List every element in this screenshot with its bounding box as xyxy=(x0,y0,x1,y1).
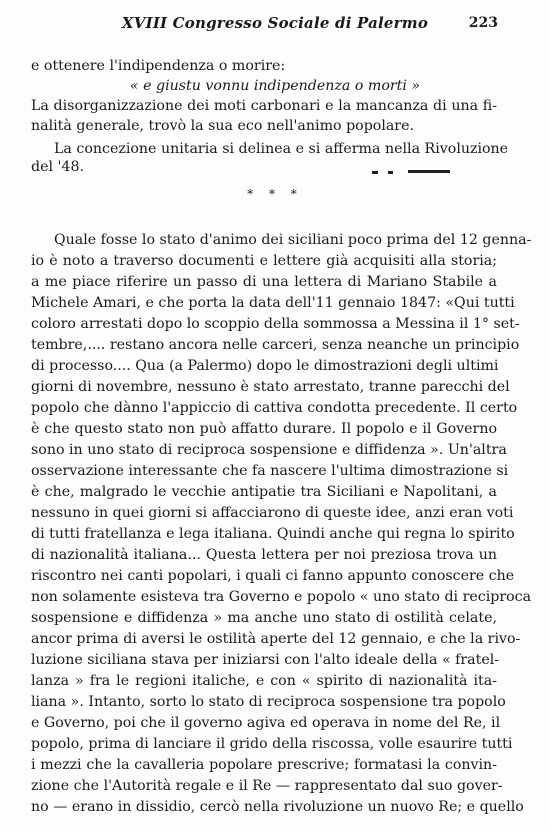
dialect-quote: « e giustu vonnu indipendenza o morti » xyxy=(129,78,421,94)
text-line: coloro arrestati dopo lo scoppio della sommossa a Messina il 1° set- xyxy=(31,316,520,332)
text-line: osservazione interessante che fa nascere l'ultima dimostrazione si xyxy=(31,463,509,479)
text-line: non solamente esisteva tra Governo e popolo « uno stato di reciproca xyxy=(31,589,532,605)
text-line: a me piace riferire un passo di una lettera di Mariano Stabile a xyxy=(31,274,497,290)
page-number: 223 xyxy=(468,15,498,31)
text-line: Quale fosse lo stato d'animo dei siciliani poco prima del 12 genna- xyxy=(54,232,532,248)
text-line: tembre,.... restano ancora nelle carceri, senza neanche un principio xyxy=(31,337,520,353)
text-line: popolo che dànno l'appiccio di cattiva condotta precedente. Il certo xyxy=(31,400,518,416)
text-line: di nazionalità italiana... Questa lettera per noi preziosa trova un xyxy=(31,547,497,563)
text-line: sono in uno stato di reciproca sospensione e diffidenza ». Un'altra xyxy=(31,442,507,458)
ink-mark xyxy=(372,171,378,174)
text-line: i mezzi che la cavalleria popolare prescrive; formatasi la convin- xyxy=(31,757,497,773)
text-line: sospensione e diffidenza » ma anche uno stato di ostilità celate, xyxy=(31,610,497,626)
text-line: La disorganizzazione dei moti carbonari e la mancanza di una fi- xyxy=(31,98,497,114)
text-line: e Governo, poi che il governo agiva ed operava in nome del Re, il xyxy=(31,715,501,731)
text-line: io è noto a traverso documenti e lettere già acquisiti alla storia; xyxy=(31,253,497,269)
text-line: ancor prima di aversi le ostilità aperte del 12 gennaio, e che la rivo- xyxy=(31,631,521,647)
text-line: di tutti fratellanza e lega italiana. Quindi anche qui regna lo spirito xyxy=(31,526,515,542)
text-line: nessuno in quei giorni si affacciarono di queste idee, anzi eran voti xyxy=(31,505,514,521)
text-line: del '48. xyxy=(31,159,84,175)
text-line: liana ». Intanto, sorto lo stato di reciproca sospensione tra popolo xyxy=(31,694,506,710)
text-line: zione che l'Autorità regale e il Re — rappresentato dal suo gover- xyxy=(31,778,503,794)
text-line: è che, malgrado le vecchie antipatie tra Siciliani e Napolitani, a xyxy=(31,484,497,500)
text-line: e ottenere l'indipendenza o morire: xyxy=(31,58,286,74)
text-line: riscontro nei canti popolari, i quali ci fanno appunto conoscere che xyxy=(31,568,515,584)
section-separator: * * * xyxy=(247,187,303,201)
ink-mark xyxy=(408,170,450,173)
text-line: giorni di novembre, nessuno è stato arrestato, tranne parecchi del xyxy=(31,379,510,395)
text-line: no — erano in dissidio, cercò nella rivoluzione un nuovo Re; e quello xyxy=(31,799,524,815)
page-header xyxy=(0,14,550,36)
text-line: La concezione unitaria si delinea e si afferma nella Rivoluzione xyxy=(54,141,509,157)
text-line: luzione siciliana stava per iniziarsi con l'alto ideale della « fratel- xyxy=(31,652,500,668)
text-line: Michele Amari, e che porta la data dell'11 gennaio 1847: «Qui tutti xyxy=(31,295,515,311)
text-line: di processo.... Qua (a Palermo) dopo le dimostrazioni degli ultimi xyxy=(31,358,499,374)
text-line: nalità generale, trovò la sua eco nell'animo popolare. xyxy=(31,118,415,134)
text-line: è che questo stato non può affatto durare. Il popolo e il Governo xyxy=(31,421,497,437)
text-line: popolo, prima di lanciare il grido della riscossa, volle esaurire tutti xyxy=(31,736,513,752)
ink-mark xyxy=(388,171,393,174)
text-line: lanza » fra le regioni italiche, e con « spirito di nazionalità ita- xyxy=(31,673,497,689)
running-head: XVIII Congresso Sociale di Palermo xyxy=(121,14,429,32)
